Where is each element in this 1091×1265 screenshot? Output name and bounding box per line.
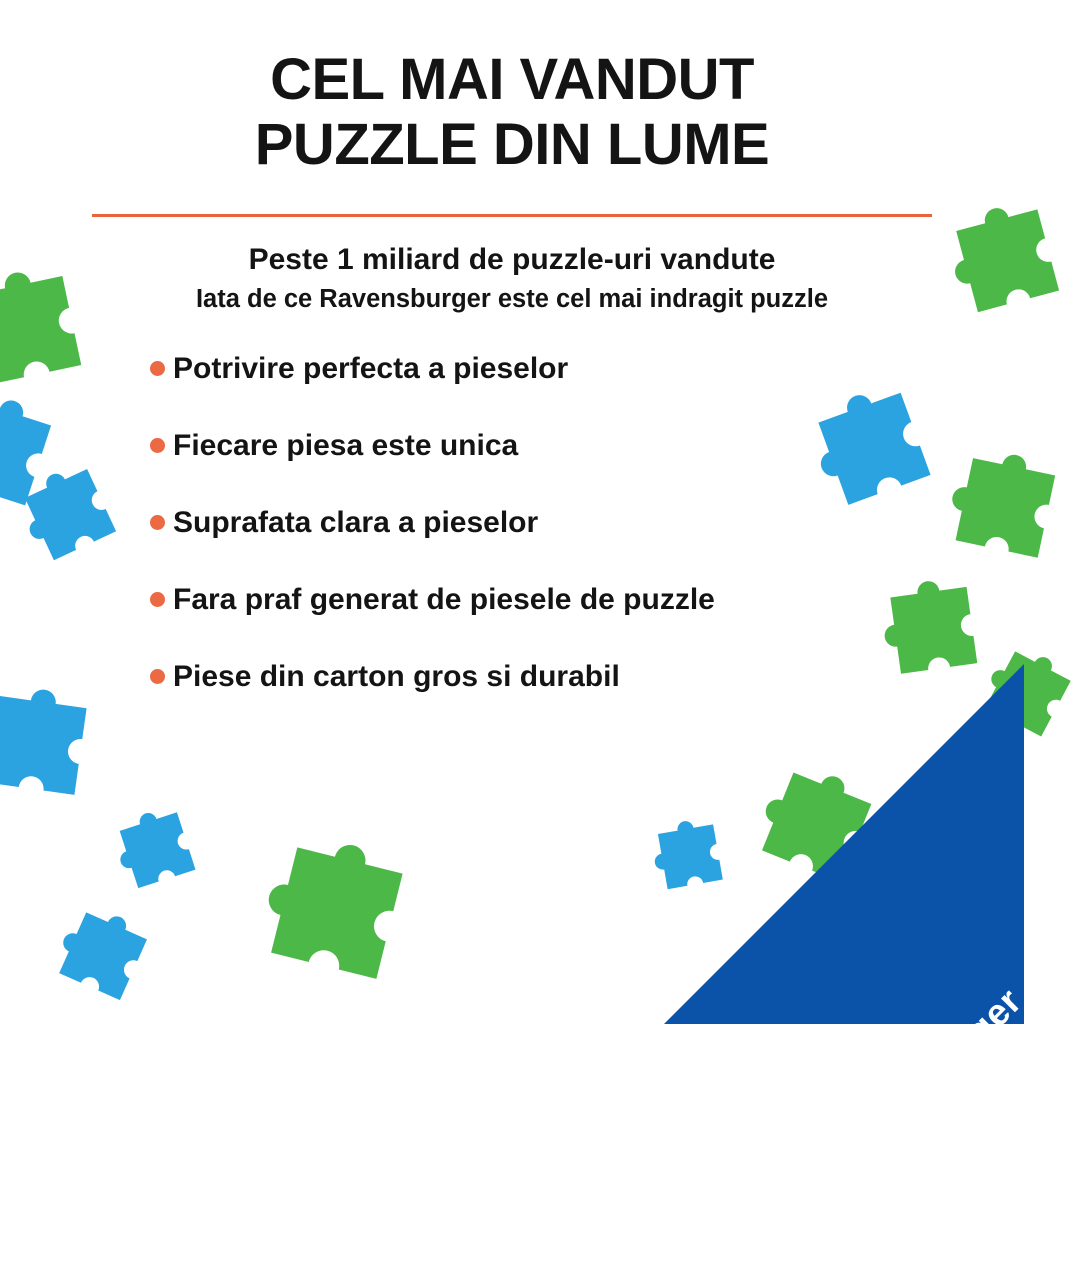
title-line-1: CEL MAI VANDUT (270, 47, 754, 112)
brand-ribbon (664, 664, 1030, 1190)
page-title (0, 48, 1024, 178)
title-divider (92, 214, 932, 217)
list-item (150, 352, 950, 386)
subtitle-primary: Peste 1 miliard de puzzle-uri vandute (248, 243, 776, 276)
feature-label: Suprafata clara a pieselor (173, 506, 539, 539)
brand-logo-text: Ravensburger (820, 980, 1030, 1190)
list-item (150, 429, 950, 463)
bullet-dot-icon (150, 515, 165, 530)
subtitle-secondary: Iata de ce Ravensburger este cel mai indragit puzzle (195, 285, 829, 313)
title-line-2: PUZZLE DIN LUME (254, 111, 770, 177)
feature-label: Potrivire perfecta a pieselor (173, 352, 569, 385)
bullet-dot-icon (150, 669, 165, 684)
ribbon-triangle (664, 664, 1024, 1024)
feature-label: Piese din carton gros si durabil (173, 660, 620, 693)
bullet-dot-icon (150, 438, 165, 453)
feature-label: Fara praf generat de piesele de puzzle (173, 583, 715, 616)
bullet-dot-icon (150, 592, 165, 607)
list-item (150, 506, 950, 540)
feature-label: Fiecare piesa este unica (173, 429, 519, 462)
list-item (150, 583, 950, 617)
bullet-dot-icon (150, 361, 165, 376)
